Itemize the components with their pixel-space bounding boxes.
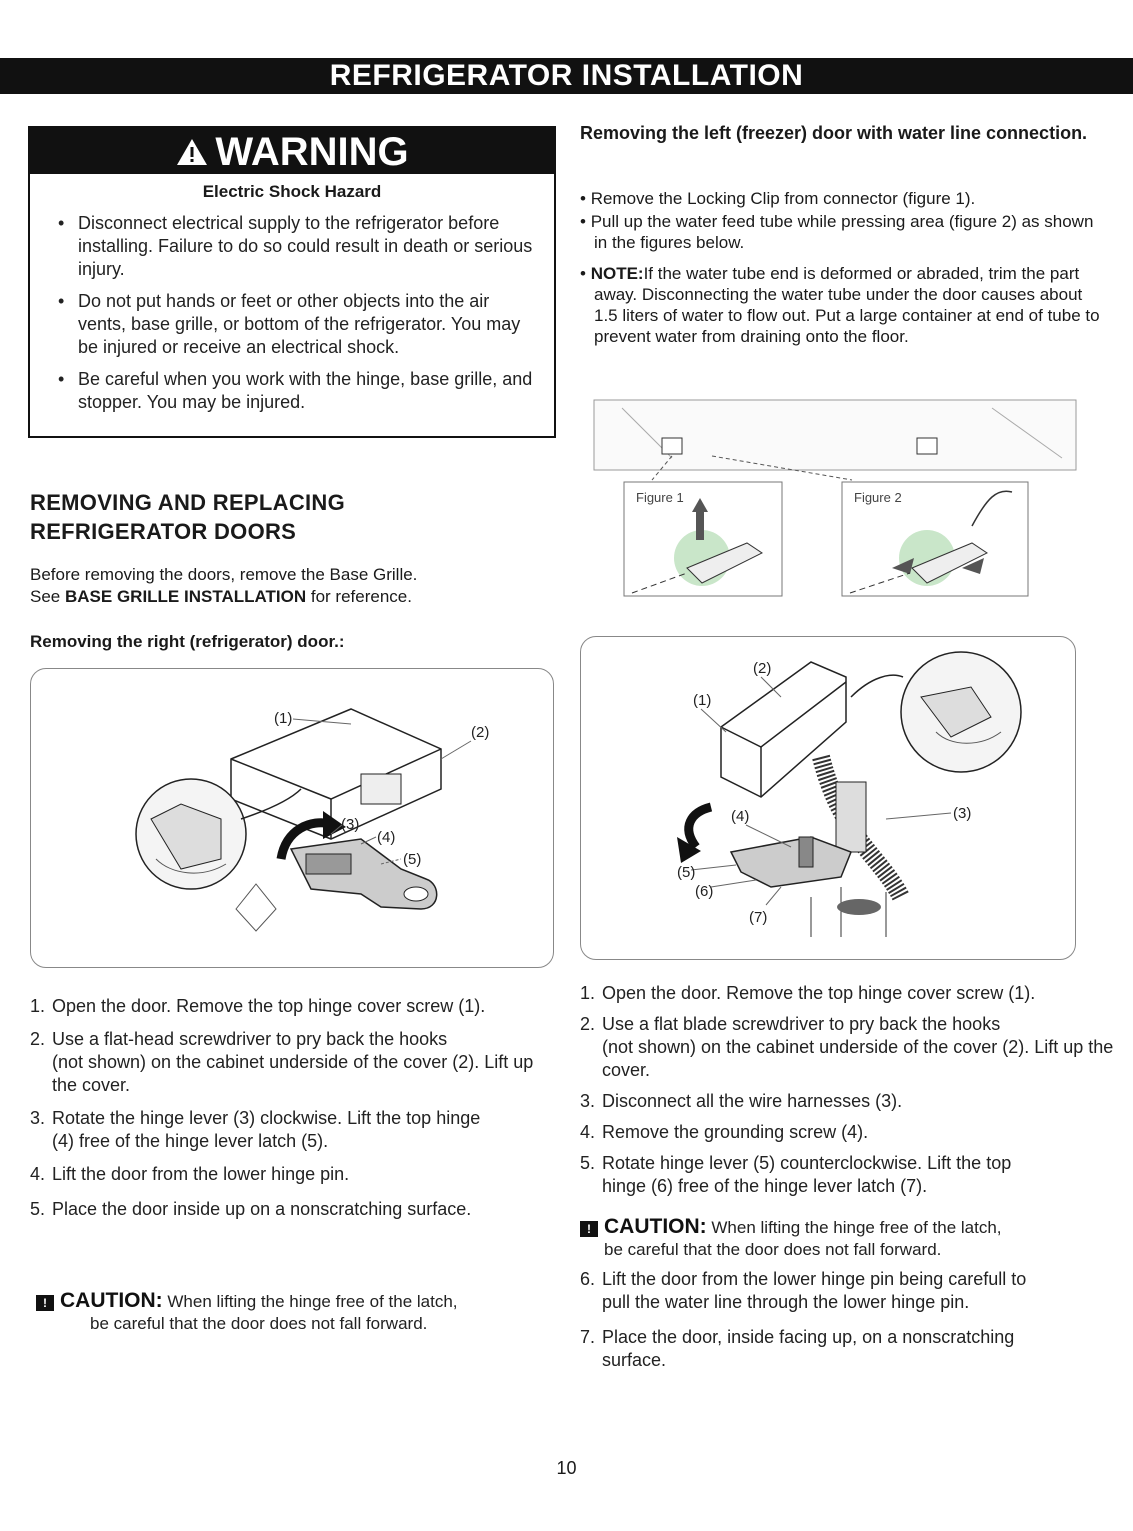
step-number: 2. xyxy=(30,1029,46,1049)
step-number: 5. xyxy=(30,1199,46,1219)
step-text: Lift the door from the lower hinge pin being carefull to xyxy=(602,1269,1027,1289)
intro-reference-link: BASE GRILLE INSTALLATION xyxy=(64,587,307,606)
warning-subtitle: Electric Shock Hazard xyxy=(202,182,382,201)
caution-icon: ! xyxy=(36,1295,54,1311)
right-steps-list-cont xyxy=(580,1268,1125,1380)
intro-line1: Before removing the doors, remove the Base Grille. xyxy=(30,565,418,584)
bullet-text: Remove the Locking Clip from connector (figure 1). xyxy=(590,189,976,208)
caution-label: CAUTION: xyxy=(604,1215,707,1238)
left-caution xyxy=(36,1290,566,1335)
intro-tail: for reference. xyxy=(306,587,412,606)
step-number: 1. xyxy=(30,996,46,1016)
step-text: Use a flat blade screwdriver to pry back the hooks xyxy=(602,1014,1001,1034)
intro-see: See xyxy=(30,587,65,606)
step-item xyxy=(580,1268,1125,1314)
intro-line2 xyxy=(30,586,550,608)
step-item xyxy=(580,1013,1125,1082)
step-item xyxy=(580,1152,1125,1198)
warning-item: • Be careful when you work with the hinge, base grille, and stopper. You may be injured. xyxy=(56,368,534,414)
step-number: 7. xyxy=(580,1327,596,1347)
step-text: Remove the grounding screw (4). xyxy=(602,1122,869,1142)
note-text: If the water tube end is deformed or abraded, trim the part away. Disconnecting the water tube under the door causes about 1.5 liters of water to flow out. Put a large container at end of tube to prevent water from draining onto the floor. xyxy=(594,264,1100,346)
bullet-item: • Remove the Locking Clip from connector (figure 1). xyxy=(580,189,976,208)
caution-text-cont: be careful that the door does not fall forward. xyxy=(90,1314,428,1333)
figure-1-label: Figure 1 xyxy=(636,490,684,505)
step-item xyxy=(580,1326,1125,1372)
warning-title: WARNING xyxy=(215,130,409,174)
warning-triangle-icon xyxy=(175,137,209,167)
step-item xyxy=(30,1028,560,1097)
diagram-label: (5) xyxy=(677,864,696,881)
step-text-cont: (not shown) on the cabinet underside of the cover (2). Lift up the cover. xyxy=(602,1037,1114,1080)
right-caution xyxy=(580,1216,1125,1261)
freezer-door-hinge-diagram xyxy=(580,636,1076,960)
step-item xyxy=(580,1090,1125,1113)
caution-text: When lifting the hinge free of the latch, xyxy=(162,1292,458,1311)
step-text: Use a flat-head screwdriver to pry back the hooks xyxy=(52,1029,448,1049)
warning-header xyxy=(30,128,554,174)
section-title xyxy=(30,488,550,546)
step-item xyxy=(30,995,560,1018)
freezer-hinge-illustration xyxy=(581,637,1075,959)
step-number: 5. xyxy=(580,1153,596,1173)
diagram-label: (3) xyxy=(953,805,972,822)
freezer-door-heading: Removing the left (freezer) door with water line connection. xyxy=(580,123,1088,143)
step-text-cont: (not shown) on the cabinet underside of the cover (2). Lift up the cover. xyxy=(52,1052,534,1095)
diagram-label: (3) xyxy=(341,816,360,833)
caution-icon: ! xyxy=(580,1221,598,1237)
freezer-door-instructions xyxy=(580,188,1100,357)
right-door-heading: Removing the right (refrigerator) door.: xyxy=(30,632,345,651)
step-text: Rotate the hinge lever (3) clockwise. Lift the top hinge xyxy=(52,1108,481,1128)
page-header: REFRIGERATOR INSTALLATION xyxy=(0,58,1133,94)
caution-label: CAUTION: xyxy=(60,1289,163,1312)
diagram-label: (2) xyxy=(753,660,772,677)
diagram-label: (6) xyxy=(695,883,714,900)
section-intro xyxy=(30,564,550,608)
caution-text-cont: be careful that the door does not fall forward. xyxy=(604,1240,942,1259)
right-steps-list xyxy=(580,982,1125,1206)
step-item xyxy=(30,1198,560,1221)
step-text-cont: surface. xyxy=(602,1350,667,1370)
left-steps-list xyxy=(30,995,560,1229)
bullet-text: Pull up the water feed tube while pressing area (figure 2) as shown in the figures below. xyxy=(590,212,1094,252)
step-number: 3. xyxy=(30,1108,46,1128)
step-text-cont: hinge (6) free of the hinge lever latch (7). xyxy=(602,1176,928,1196)
step-number: 3. xyxy=(580,1091,596,1111)
step-number: 1. xyxy=(580,983,596,1003)
water-line-figures xyxy=(592,398,1078,604)
section-title-line2: REFRIGERATOR DOORS xyxy=(30,519,297,544)
figure-2-label: Figure 2 xyxy=(854,490,902,505)
diagram-label: (1) xyxy=(693,692,712,709)
step-number: 4. xyxy=(30,1164,46,1184)
step-text: Place the door, inside facing up, on a nonscratching xyxy=(602,1327,1015,1347)
step-text: Place the door inside up on a nonscratching surface. xyxy=(52,1199,472,1219)
hinge-illustration xyxy=(31,669,553,967)
step-item xyxy=(30,1107,560,1153)
diagram-label: (7) xyxy=(749,909,768,926)
diagram-label: (4) xyxy=(377,829,396,846)
caution-text: When lifting the hinge free of the latch, xyxy=(706,1218,1002,1237)
step-text-cont: pull the water line through the lower hinge pin. xyxy=(602,1292,970,1312)
note-item: • NOTE:If the water tube end is deformed or abraded, trim the part away. Disconnecting the water tube under the door causes about 1.5 liters of water to flow out. Put a large container at end of tube to prevent water from draining onto the floor. xyxy=(580,264,1100,346)
step-item xyxy=(30,1163,560,1186)
warning-list xyxy=(30,212,554,414)
page-number: 10 xyxy=(556,1458,577,1478)
warning-item: • Disconnect electrical supply to the refrigerator before installing. Failure to do so could result in death or serious injury. xyxy=(56,212,534,281)
diagram-label: (4) xyxy=(731,808,750,825)
step-item xyxy=(580,982,1125,1005)
diagram-label: (2) xyxy=(471,724,490,741)
step-text: Lift the door from the lower hinge pin. xyxy=(52,1164,350,1184)
step-text: Open the door. Remove the top hinge cover screw (1). xyxy=(602,983,1036,1003)
step-item xyxy=(580,1121,1125,1144)
bullet-item: • Pull up the water feed tube while pressing area (figure 2) as shown in the figures below. xyxy=(580,212,1094,252)
right-door-hinge-diagram xyxy=(30,668,554,968)
step-text-cont: (4) free of the hinge lever latch (5). xyxy=(52,1131,329,1151)
step-number: 6. xyxy=(580,1269,596,1289)
diagram-label: (5) xyxy=(403,851,422,868)
step-text: Open the door. Remove the top hinge cover screw (1). xyxy=(52,996,486,1016)
section-title-line1: REMOVING AND REPLACING xyxy=(30,490,346,515)
step-text: Rotate hinge lever (5) counterclockwise. Lift the top xyxy=(602,1153,1012,1173)
water-line-illustration xyxy=(592,398,1078,604)
step-number: 2. xyxy=(580,1014,596,1034)
warning-item: • Do not put hands or feet or other objects into the air vents, base grille, or bottom of the refrigerator. You may be injured or receive an electrical shock. xyxy=(56,290,534,359)
warning-box xyxy=(28,126,556,438)
step-text: Disconnect all the wire harnesses (3). xyxy=(602,1091,903,1111)
step-number: 4. xyxy=(580,1122,596,1142)
diagram-label: (1) xyxy=(274,710,293,727)
note-label: NOTE: xyxy=(590,264,644,283)
